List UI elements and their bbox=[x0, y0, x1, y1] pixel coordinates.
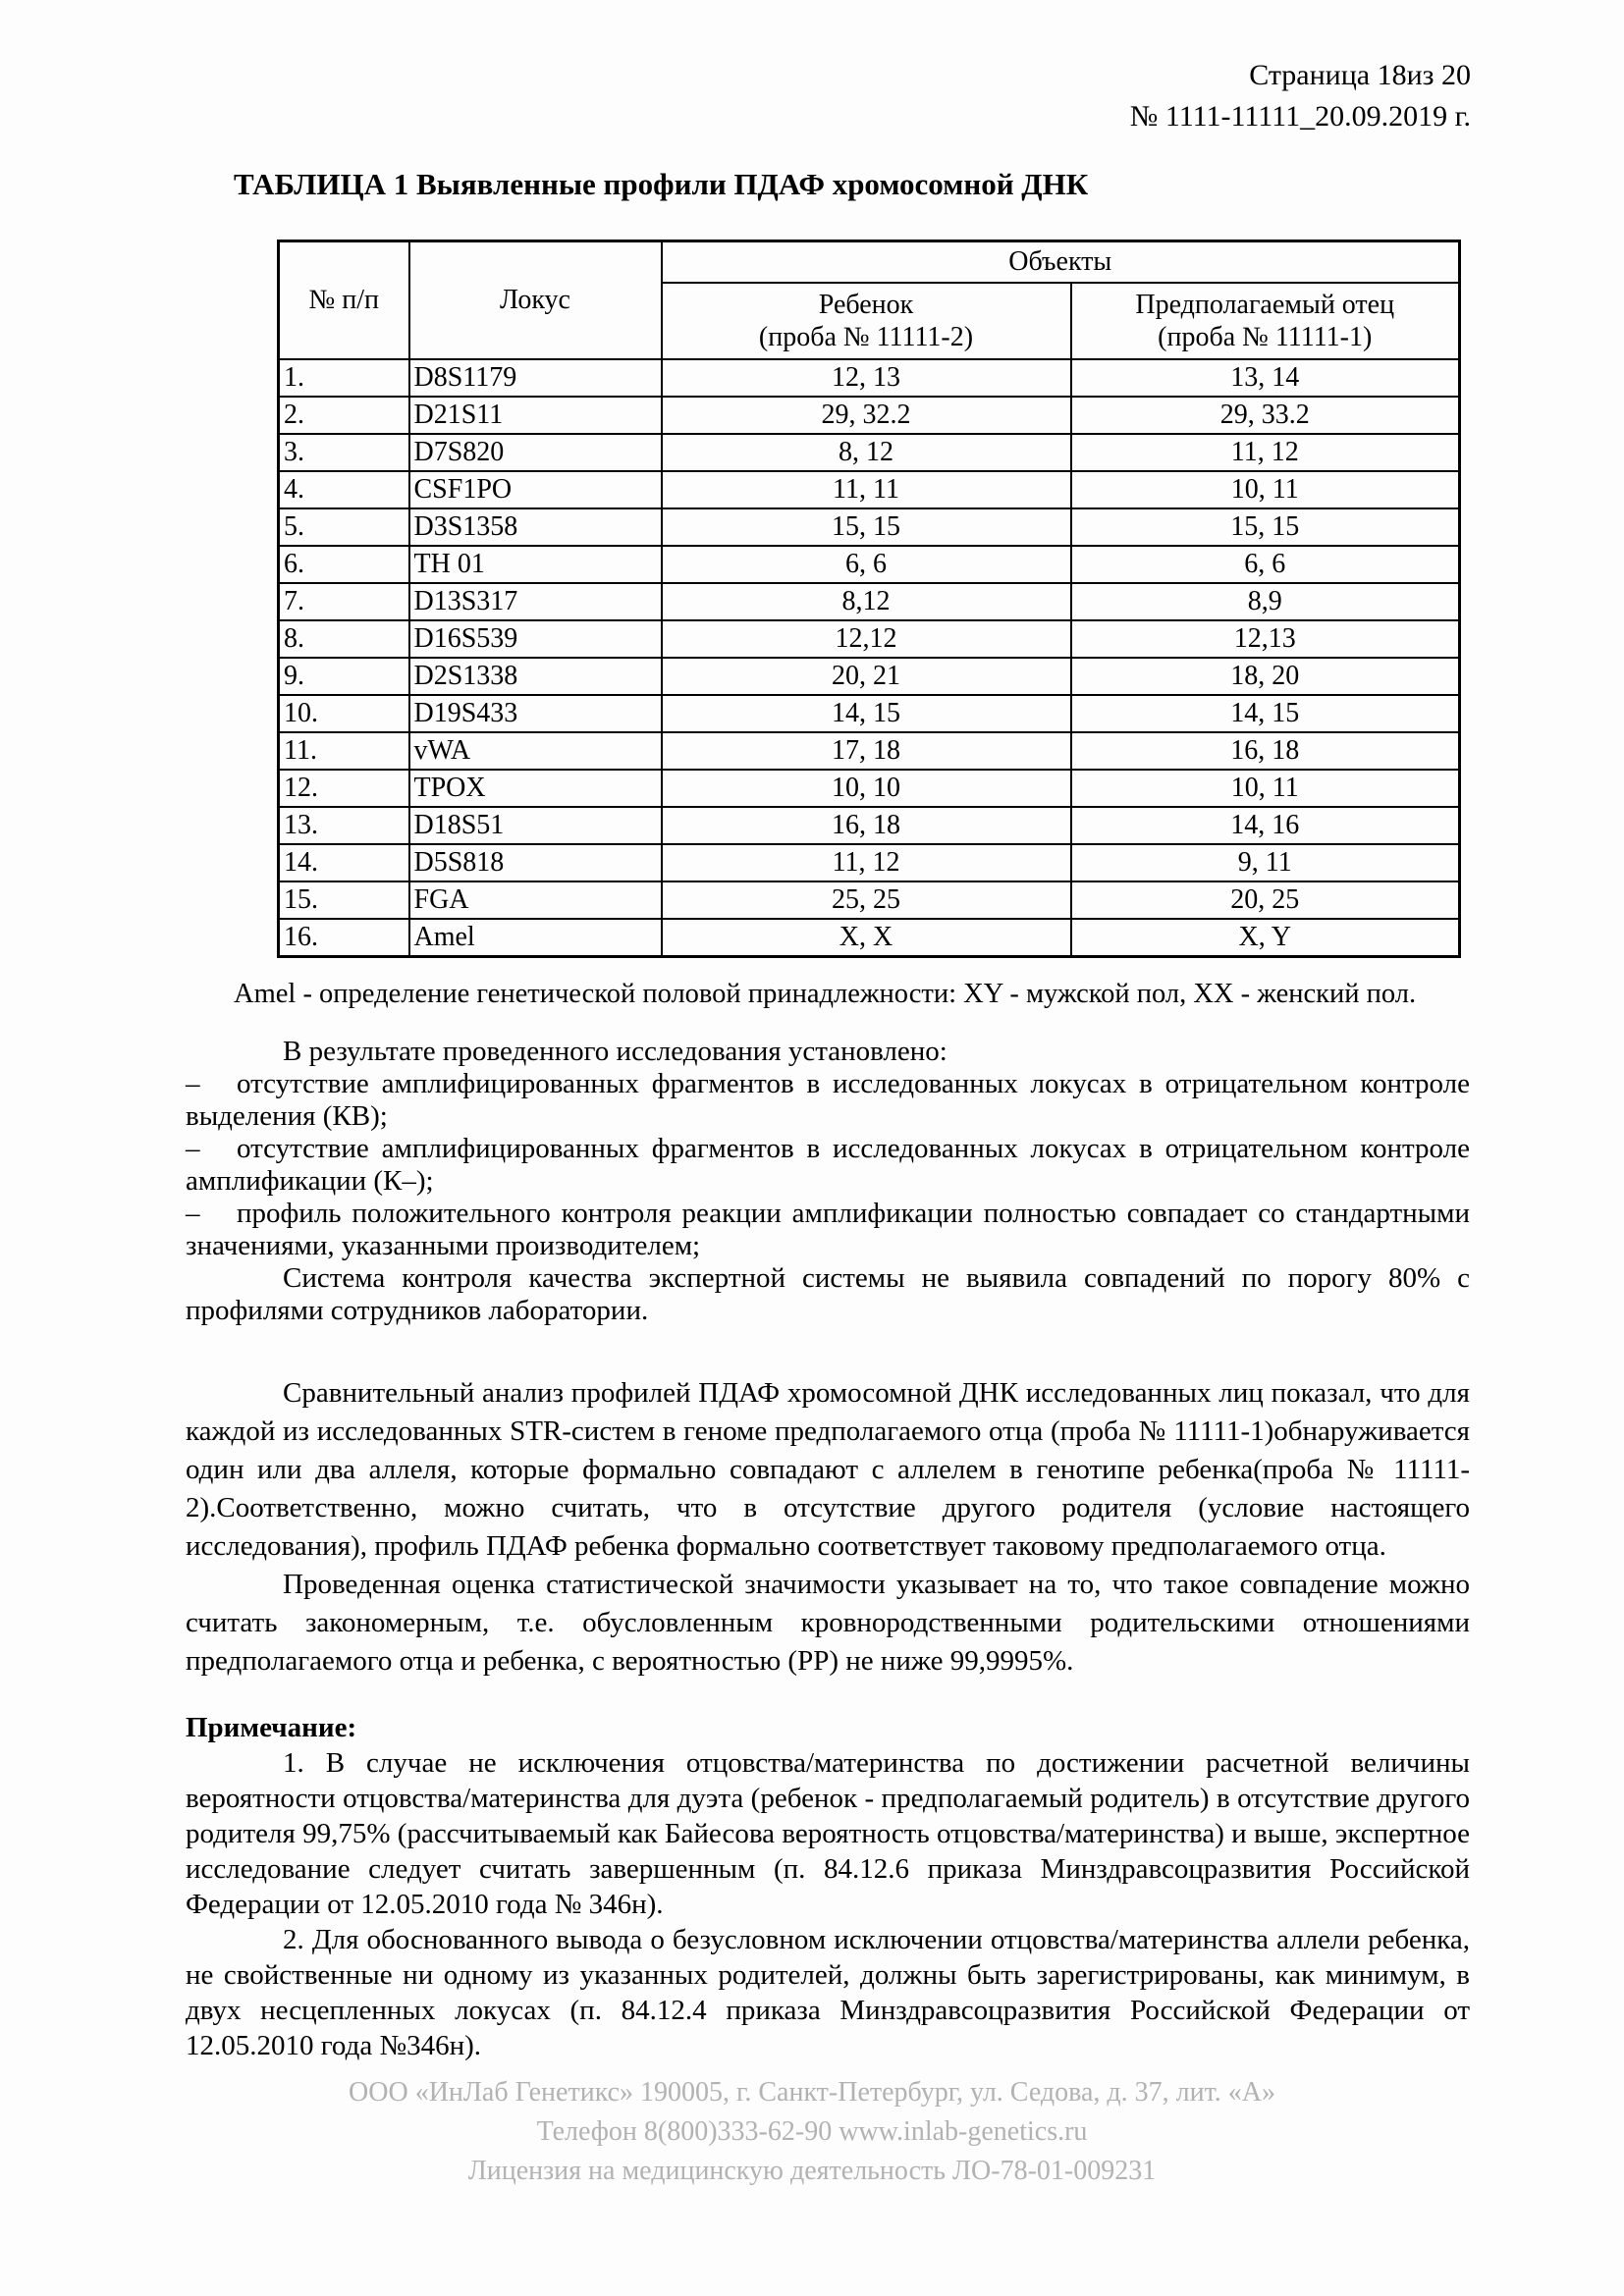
child-alleles-cell: 17, 18 bbox=[662, 732, 1071, 770]
row-number-cell: 11. bbox=[279, 732, 409, 770]
row-number-cell: 16. bbox=[279, 919, 409, 957]
table-row bbox=[279, 732, 1460, 770]
father-alleles-cell: 10, 11 bbox=[1071, 770, 1460, 807]
table-row bbox=[279, 844, 1460, 881]
list-dash: – bbox=[186, 1068, 200, 1099]
father-alleles-cell: 13, 14 bbox=[1071, 359, 1460, 397]
father-alleles-cell: 14, 16 bbox=[1071, 807, 1460, 844]
table-row bbox=[279, 695, 1460, 732]
page-footer bbox=[0, 2073, 1624, 2191]
child-alleles-cell: 12,12 bbox=[662, 620, 1071, 658]
table-row bbox=[279, 471, 1460, 508]
locus-cell: D3S1358 bbox=[409, 508, 662, 546]
child-alleles-cell: 8, 12 bbox=[662, 434, 1071, 471]
father-alleles-cell: 11, 12 bbox=[1071, 434, 1460, 471]
row-number-cell: 3. bbox=[279, 434, 409, 471]
child-alleles-cell: 11, 11 bbox=[662, 471, 1071, 508]
notes-section bbox=[186, 1710, 1470, 2063]
note-item-1: 1. В случае не исключения отцовства/материнства по достижении расчетной величины вероятности отцовства/материнства для дуэта (ребенок - предполагаемый родитель) в отсутствие другого родителя 99,75% (рассчитываемый как Байесова вероятность отцовства/материнства) и выше, экспертное исследование следует считать завершенным (п. 84.12.6 приказа Минздравсоцразвития Российской Федерации от 12.05.2010 года № 346н). bbox=[186, 1747, 1470, 1920]
row-number-cell: 6. bbox=[279, 546, 409, 583]
row-number-cell: 2. bbox=[279, 397, 409, 434]
father-alleles-cell: 6, 6 bbox=[1071, 546, 1460, 583]
table-row bbox=[279, 359, 1460, 397]
child-alleles-cell: 8,12 bbox=[662, 583, 1071, 620]
locus-cell: D5S818 bbox=[409, 844, 662, 881]
father-alleles-cell: 14, 15 bbox=[1071, 695, 1460, 732]
child-alleles-cell: 6, 6 bbox=[662, 546, 1071, 583]
father-column-header bbox=[1071, 283, 1460, 359]
row-number-cell: 4. bbox=[279, 471, 409, 508]
child-alleles-cell: 20, 21 bbox=[662, 658, 1071, 695]
col-num-header: № п/п bbox=[279, 241, 409, 360]
row-number-cell: 7. bbox=[279, 583, 409, 620]
analysis-paragraph-1: Сравнительный анализ профилей ПДАФ хромосомной ДНК исследованных лиц показал, что для каждой из исследованных STR-систем в геноме предполагаемого отца (проба № 11111-1)обнаруживается один или два аллеля, которые формально совпадают с аллелем в генотипе ребенка(проба № 11111-2).Соответственно, можно считать, что в отсутствие другого родителя (условие настоящего исследования), профиль ПДАФ ребенка формально соответствует таковому предполагаемого отца. bbox=[186, 1377, 1470, 1562]
father-alleles-cell: 8,9 bbox=[1071, 583, 1460, 620]
row-number-cell: 12. bbox=[279, 770, 409, 807]
footer-company-line: ООО «ИнЛаб Генетикс» 190005, г. Санкт-Петербург, ул. Седова, д. 37, лит. «А» bbox=[349, 2077, 1275, 2108]
locus-cell: D21S11 bbox=[409, 397, 662, 434]
result-item-text: отсутствие амплифицированных фрагментов в исследованных локусах в отрицательном контроле амплификации (К–); bbox=[186, 1133, 1470, 1197]
row-number-cell: 8. bbox=[279, 620, 409, 658]
father-alleles-cell: 10, 11 bbox=[1071, 471, 1460, 508]
locus-cell: TPOX bbox=[409, 770, 662, 807]
locus-cell: D16S539 bbox=[409, 620, 662, 658]
objects-header: Объекты bbox=[662, 241, 1460, 284]
child-alleles-cell: 11, 12 bbox=[662, 844, 1071, 881]
result-item bbox=[186, 1198, 1470, 1262]
locus-cell: vWA bbox=[409, 732, 662, 770]
locus-cell: D2S1338 bbox=[409, 658, 662, 695]
list-dash: – bbox=[186, 1133, 200, 1164]
father-alleles-cell: 20, 25 bbox=[1071, 881, 1460, 919]
father-alleles-cell: X, Y bbox=[1071, 919, 1460, 957]
page-number-line: Страница 18из 20 bbox=[1249, 59, 1471, 91]
father-alleles-cell: 18, 20 bbox=[1071, 658, 1460, 695]
child-alleles-cell: 25, 25 bbox=[662, 881, 1071, 919]
father-alleles-cell: 15, 15 bbox=[1071, 508, 1460, 546]
locus-cell: TH 01 bbox=[409, 546, 662, 583]
locus-cell: D18S51 bbox=[409, 807, 662, 844]
child-column-header bbox=[662, 283, 1071, 359]
table-row bbox=[279, 508, 1460, 546]
result-item bbox=[186, 1133, 1470, 1198]
table-title: ТАБЛИЦА 1 Выявленные профили ПДАФ хромосомной ДНК bbox=[234, 167, 1089, 201]
results-intro: В результате проведенного исследования установлено: bbox=[283, 1036, 947, 1067]
analysis-section bbox=[186, 1374, 1470, 1681]
child-alleles-cell: 15, 15 bbox=[662, 508, 1071, 546]
locus-cell: D7S820 bbox=[409, 434, 662, 471]
row-number-cell: 1. bbox=[279, 359, 409, 397]
child-alleles-cell: 10, 10 bbox=[662, 770, 1071, 807]
dna-profiles-table bbox=[277, 240, 1461, 958]
locus-cell: CSF1PO bbox=[409, 471, 662, 508]
table-row bbox=[279, 583, 1460, 620]
row-number-cell: 13. bbox=[279, 807, 409, 844]
father-column-title: Предполагаемый отец bbox=[1135, 290, 1395, 320]
table-row bbox=[279, 807, 1460, 844]
locus-cell: D8S1179 bbox=[409, 359, 662, 397]
row-number-cell: 5. bbox=[279, 508, 409, 546]
child-alleles-cell: X, X bbox=[662, 919, 1071, 957]
father-alleles-cell: 29, 33.2 bbox=[1071, 397, 1460, 434]
father-sample-number: (проба № 11111-1) bbox=[1158, 322, 1373, 352]
result-item-text: профиль положительного контроля реакции амплификации полностью совпадает со стандартными значениями, указанными производителем; bbox=[186, 1198, 1470, 1261]
table-row bbox=[279, 881, 1460, 919]
row-number-cell: 15. bbox=[279, 881, 409, 919]
father-alleles-cell: 12,13 bbox=[1071, 620, 1460, 658]
table-row bbox=[279, 658, 1460, 695]
father-alleles-cell: 9, 11 bbox=[1071, 844, 1460, 881]
locus-cell: Amel bbox=[409, 919, 662, 957]
table-row bbox=[279, 434, 1460, 471]
row-number-cell: 10. bbox=[279, 695, 409, 732]
locus-cell: D19S433 bbox=[409, 695, 662, 732]
footer-license-line: Лицензия на медицинскую деятельность ЛО-78-01-009231 bbox=[467, 2156, 1157, 2186]
footer-phone-line: Телефон 8(800)333-62-90 www.inlab-genetics.ru bbox=[536, 2116, 1088, 2147]
table-row bbox=[279, 397, 1460, 434]
father-alleles-cell: 16, 18 bbox=[1071, 732, 1460, 770]
table-row bbox=[279, 919, 1460, 957]
note-item-2: 2. Для обоснованного вывода о безусловном исключении отцовства/материнства аллели ребенка, не свойственные ни одному из указанных родителей, должны быть зарегистрированы, как минимум, в двух несцепленных локусах (п. 84.12.4 приказа Минздравсоцразвития Российской Федерации от 12.05.2010 года №346н). bbox=[186, 1924, 1470, 2061]
child-alleles-cell: 12, 13 bbox=[662, 359, 1071, 397]
table-header-row-objects bbox=[279, 241, 1460, 284]
table-row bbox=[279, 620, 1460, 658]
row-number-cell: 14. bbox=[279, 844, 409, 881]
notes-heading: Примечание: bbox=[186, 1712, 357, 1743]
locus-cell: D13S317 bbox=[409, 583, 662, 620]
page-header bbox=[0, 0, 1624, 137]
table-row bbox=[279, 546, 1460, 583]
result-item-text: отсутствие амплифицированных фрагментов в исследованных локусах в отрицательном контроле выделения (КВ); bbox=[186, 1068, 1470, 1132]
child-sample-number: (проба № 11111-2) bbox=[758, 322, 974, 352]
results-section bbox=[186, 1036, 1470, 1327]
child-alleles-cell: 14, 15 bbox=[662, 695, 1071, 732]
list-dash: – bbox=[186, 1198, 200, 1229]
amel-footnote: Amel - определение генетической половой принадлежности: XY - мужской пол, XX - женский пол. bbox=[234, 979, 1417, 1009]
locus-cell: FGA bbox=[409, 881, 662, 919]
table-row bbox=[279, 770, 1460, 807]
child-column-title: Ребенок bbox=[818, 290, 914, 320]
child-alleles-cell: 29, 32.2 bbox=[662, 397, 1071, 434]
col-locus-header: Локус bbox=[409, 241, 662, 360]
child-alleles-cell: 16, 18 bbox=[662, 807, 1071, 844]
analysis-paragraph-2: Проведенная оценка статистической значимости указывает на то, что такое совпадение можно считать закономерным, т.е. обусловленным кровнородственными родительскими отношениями предполагаемого отца и ребенка, с вероятностью (РР) не ниже 99,9995%. bbox=[186, 1569, 1470, 1677]
result-item bbox=[186, 1068, 1470, 1133]
row-number-cell: 9. bbox=[279, 658, 409, 695]
document-number-line: № 1111-11111_20.09.2019 г. bbox=[1129, 100, 1471, 133]
quality-control-note: Система контроля качества экспертной системы не выявила совпадений по порогу 80% с профилями сотрудников лаборатории. bbox=[186, 1262, 1470, 1326]
